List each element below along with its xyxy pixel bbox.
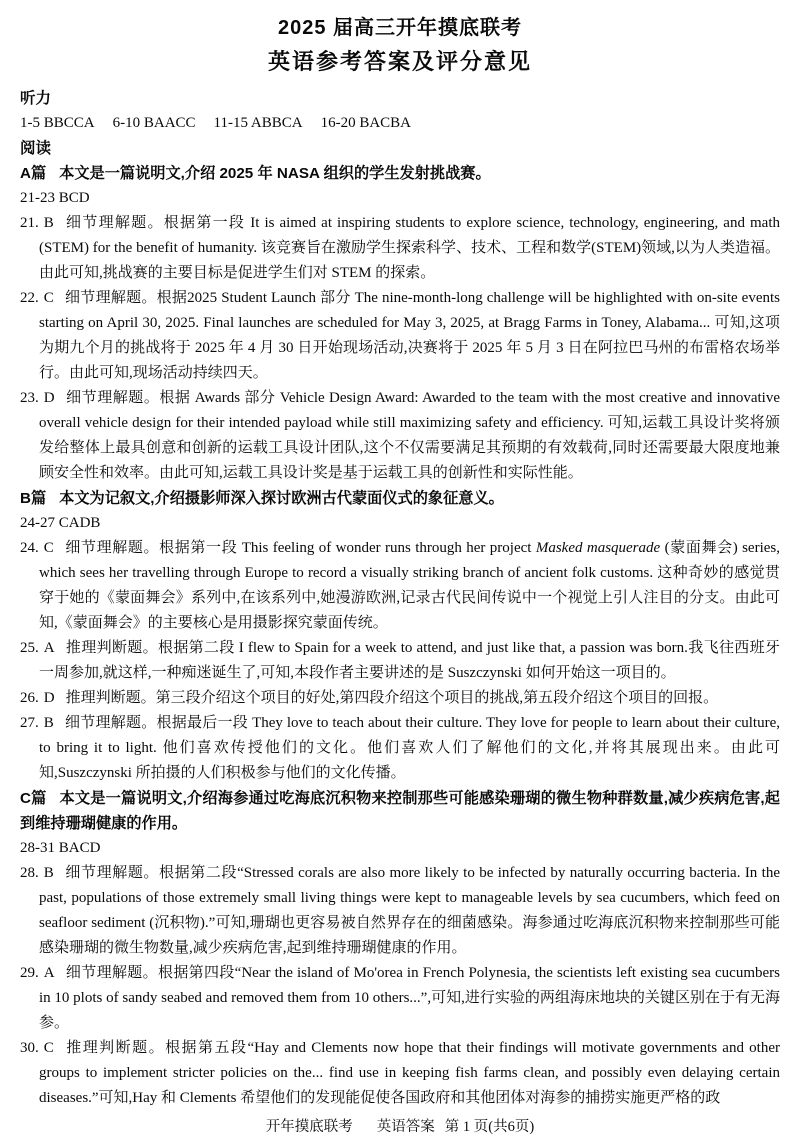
answer-letter: C bbox=[43, 540, 54, 556]
section-heading: 听力 bbox=[20, 90, 52, 107]
passage-summary bbox=[20, 486, 780, 511]
passage-label: A篇 bbox=[20, 165, 47, 182]
explanation-item bbox=[20, 286, 780, 386]
answer-group: 6-10 BAACC bbox=[112, 115, 196, 131]
text-run: 细节理解题。根据2025 Student Launch 部分 The nine-month-long challenge will be highlighted with on-site events starting on April 30, 2025. Final launches are scheduled for May 3, 2025, at Bragg Farms in Toney, Alabama... 可知,这项为期九个月的挑战将于 2025 年 4 月 30 日开始现场活动,决赛将于 2025 年 5 月 3 日在阿拉巴马州的布雷格农场举行。由此可知,现场活动持续四天。 bbox=[39, 290, 780, 381]
explanation-text bbox=[39, 965, 780, 1031]
text-run: 细节理解题。根据最后一段 They love to teach about their culture. They love for people to learn about their culture, to bring it to light. 他们喜欢传授他们的文化。他们喜欢人们了解他们的文化,并将其展现出来。由此可知,Suszczynski 所拍摄的人们积极参与他们的文化传播。 bbox=[39, 715, 780, 781]
explanation-text bbox=[39, 215, 780, 281]
page-footer bbox=[0, 1115, 800, 1136]
explanation-text bbox=[39, 865, 780, 956]
answer-letter: D bbox=[43, 690, 55, 706]
text-run: 推理判断题。第三段介绍这个项目的好处,第四段介绍这个项目的挑战,第五段介绍这个项目的回报。 bbox=[65, 690, 719, 706]
question-number: 26. bbox=[20, 690, 39, 706]
footer-subject: 英语答案 bbox=[376, 1119, 435, 1135]
question-number: 23. bbox=[20, 390, 39, 406]
answer-letter: A bbox=[43, 640, 55, 656]
question-number: 27. bbox=[20, 715, 39, 731]
question-number: 22. bbox=[20, 290, 39, 306]
question-number: 21. bbox=[20, 215, 39, 231]
answer-group: 21-23 BCD bbox=[20, 190, 90, 206]
passage-label: C篇 bbox=[20, 790, 47, 807]
passage-summary-text: 本文是一篇说明文,介绍海参通过吃海底沉积物来控制那些可能感染珊瑚的微生物种群数量,减少疾病危害,起到维持珊瑚健康的作用。 bbox=[20, 790, 780, 832]
answer-letter: B bbox=[43, 215, 54, 231]
text-run: 推理判断题。根据第五段“Hay and Clements now hope that their findings will motivate governments and other groups to implement stricter policies on the... find use in keeping fish farms clean, and possibly even delaying certain diseases.”可知,Hay 和 Clements 希望他们的发现能促使各国政府和其他团体对海参的捕捞实施更严格的政 bbox=[39, 1040, 780, 1106]
explanation-text bbox=[39, 390, 780, 481]
explanation-item bbox=[20, 861, 780, 961]
text-run: 细节理解题。根据第一段 This feeling of wonder runs through her project bbox=[64, 540, 536, 556]
document-body bbox=[20, 86, 780, 1111]
explanation-item bbox=[20, 536, 780, 636]
answer-letter: A bbox=[43, 965, 55, 981]
answer-letter: D bbox=[43, 390, 55, 406]
question-number: 30. bbox=[20, 1040, 39, 1056]
explanation-item bbox=[20, 1036, 780, 1111]
footer-page-number: 第 1 页(共6页) bbox=[444, 1119, 535, 1135]
section-heading: 阅读 bbox=[20, 140, 52, 157]
passage-summary bbox=[20, 161, 780, 186]
question-number: 28. bbox=[20, 865, 39, 881]
question-number: 24. bbox=[20, 540, 39, 556]
answer-letter: C bbox=[43, 1040, 54, 1056]
passage-summary-text: 本文为记叙文,介绍摄影师深入探讨欧洲古代蒙面仪式的象征意义。 bbox=[59, 490, 504, 507]
explanation-item bbox=[20, 211, 780, 286]
passage-summary-text: 本文是一篇说明文,介绍 2025 年 NASA 组织的学生发射挑战赛。 bbox=[59, 165, 491, 182]
text-run: (蒙面舞会) series, which sees her travelling through Europe to record a visually striking branch of ancient folk customs. 这种奇妙的感觉贯穿于她的《蒙面舞会》系列中,在该系列中,她漫游欧洲,记录古代民间传说中一个视觉上引人注目的分支。由此可知,《蒙面舞会》的主要核心是用摄影探究蒙面传统。 bbox=[39, 540, 780, 631]
question-number: 29. bbox=[20, 965, 39, 981]
answer-key-line bbox=[20, 836, 780, 861]
answer-key-line bbox=[20, 186, 780, 211]
explanation-text bbox=[39, 290, 780, 381]
explanation-item bbox=[20, 961, 780, 1036]
answer-letter: B bbox=[43, 865, 54, 881]
text-run: 细节理解题。根据第四段“Near the island of Mo'orea in French Polynesia, the scientists left existing sea cucumbers in 10 plots of sandy seabed and removed them from 10 others...”,可知,进行实验的两组海床地块的关键区别在于有无海参。 bbox=[39, 965, 780, 1031]
text-run: 推理判断题。根据第二段 I flew to Spain for a week to attend, and just like that, a passion was born.我飞往西班牙一周参加,就这样,一种痴迷诞生了,可知,本段作者主要讲述的是 Suszczynski 如何开始这一项目的。 bbox=[39, 640, 780, 681]
answer-group: 1-5 BBCCA bbox=[20, 115, 95, 131]
explanation-text bbox=[39, 640, 780, 681]
text-run: 细节理解题。根据第二段“Stressed corals are also more likely to be infected by naturally occurring bacteria. In the past, populations of those extremely small living things were kept to manageable levels by sea cucumbers, which feed on seafloor sediment (沉积物).”可知,珊瑚也更容易被自然界存在的细菌感染。海参通过吃海底沉积物来控制那些可能感染珊瑚的微生物数量,减少疾病危害,起到维持珊瑚健康的作用。 bbox=[39, 865, 780, 956]
answer-group: 11-15 ABBCA bbox=[213, 115, 303, 131]
question-number: 25. bbox=[20, 640, 39, 656]
explanation-text bbox=[66, 690, 719, 706]
explanation-item bbox=[20, 711, 780, 786]
answer-group: 28-31 BACD bbox=[20, 840, 101, 856]
explanation-item bbox=[20, 636, 780, 686]
explanation-item bbox=[20, 386, 780, 486]
passage-label: B篇 bbox=[20, 490, 47, 507]
text-run: 细节理解题。根据 Awards 部分 Vehicle Design Award: Awarded to the team with the most creative and innovative overall vehicle design for their intended payload while still maximizing safety and efficiency. 可知,运载工具设计奖将颁发给整体上最具创意和创新的运载工具设计团队,这个不仅需要满足其预期的有效载荷,同时还需要最大限度地兼顾安全性和效率。由此可知,运载工具设计奖是基于运载工具的创新性和实际性能。 bbox=[39, 390, 780, 481]
explanation-text bbox=[39, 715, 780, 781]
text-run: 细节理解题。根据第一段 It is aimed at inspiring students to explore science, technology, engineering, and math (STEM) for the benefit of humanity. 该竞赛旨在激励学生探索科学、技术、工程和数学(STEM)领域,以为人类造福。由此可知,挑战赛的主要目标是促进学生们对 STEM 的探索。 bbox=[39, 215, 780, 281]
page-subtitle: 英语参考答案及评分意见 bbox=[267, 49, 532, 74]
answer-key-line bbox=[20, 511, 780, 536]
passage-summary bbox=[20, 786, 780, 836]
footer-exam-name: 开年摸底联考 bbox=[265, 1119, 353, 1135]
answer-key-line bbox=[20, 111, 780, 136]
answer-letter: B bbox=[43, 715, 54, 731]
explanation-text bbox=[39, 540, 780, 631]
exam-title: 2025 届高三开年摸底联考 bbox=[277, 17, 523, 39]
italic-run: Masked masquerade bbox=[535, 540, 661, 556]
explanation-item bbox=[20, 686, 780, 711]
answer-group: 16-20 BACBA bbox=[320, 115, 412, 131]
explanation-text bbox=[39, 1040, 780, 1106]
answer-letter: C bbox=[43, 290, 54, 306]
answer-group: 24-27 CADB bbox=[20, 515, 101, 531]
